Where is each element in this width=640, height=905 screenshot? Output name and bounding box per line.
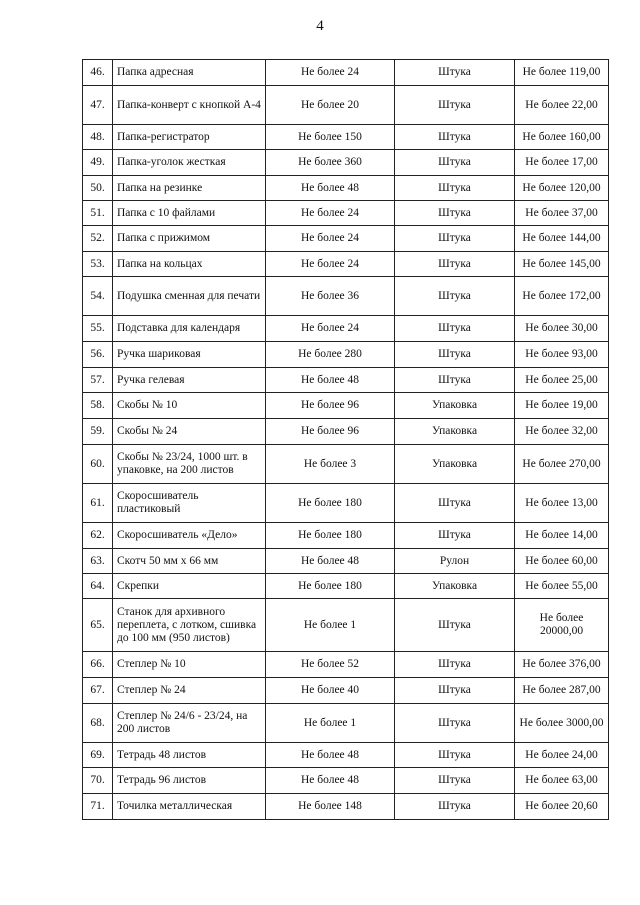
cell-qty: Не более 150 xyxy=(266,125,395,150)
cell-price: Не более 376,00 xyxy=(515,652,609,678)
cell-unit: Штука xyxy=(395,277,515,316)
cell-price: Не более 32,00 xyxy=(515,419,609,445)
cell-price: Не более 24,00 xyxy=(515,743,609,768)
cell-name: Ручка шариковая xyxy=(113,342,266,368)
cell-qty: Не более 3 xyxy=(266,445,395,484)
cell-num: 65. xyxy=(83,599,113,652)
cell-qty: Не более 24 xyxy=(266,60,395,86)
cell-num: 53. xyxy=(83,252,113,277)
cell-qty: Не более 20 xyxy=(266,86,395,125)
page-number: 4 xyxy=(316,18,324,34)
cell-unit: Штука xyxy=(395,201,515,226)
cell-num: 60. xyxy=(83,445,113,484)
table-row xyxy=(83,574,609,599)
cell-num: 69. xyxy=(83,743,113,768)
cell-name: Папка на резинке xyxy=(113,176,266,201)
cell-name: Подставка для календаря xyxy=(113,316,266,342)
cell-price: Не более 120,00 xyxy=(515,176,609,201)
cell-num: 51. xyxy=(83,201,113,226)
cell-name: Подушка сменная для печати xyxy=(113,277,266,316)
cell-price: Не более 20000,00 xyxy=(515,599,609,652)
cell-num: 66. xyxy=(83,652,113,678)
table-row xyxy=(83,484,609,523)
cell-qty: Не более 360 xyxy=(266,150,395,176)
cell-qty: Не более 48 xyxy=(266,368,395,393)
table-row xyxy=(83,794,609,820)
cell-num: 48. xyxy=(83,125,113,150)
table-row xyxy=(83,60,609,86)
cell-price: Не более 93,00 xyxy=(515,342,609,368)
cell-qty: Не более 40 xyxy=(266,678,395,704)
cell-name: Папка с 10 файлами xyxy=(113,201,266,226)
cell-price: Не более 14,00 xyxy=(515,523,609,549)
cell-name: Ручка гелевая xyxy=(113,368,266,393)
cell-qty: Не более 52 xyxy=(266,652,395,678)
table-row xyxy=(83,316,609,342)
cell-qty: Не более 96 xyxy=(266,393,395,419)
cell-num: 61. xyxy=(83,484,113,523)
table-row xyxy=(83,704,609,743)
cell-name: Скотч 50 мм х 66 мм xyxy=(113,549,266,574)
cell-price: Не более 172,00 xyxy=(515,277,609,316)
table-row xyxy=(83,549,609,574)
cell-num: 58. xyxy=(83,393,113,419)
cell-name: Скобы № 10 xyxy=(113,393,266,419)
cell-unit: Штука xyxy=(395,316,515,342)
cell-price: Не более 63,00 xyxy=(515,768,609,794)
cell-name: Папка-конверт с кнопкой А-4 xyxy=(113,86,266,125)
cell-num: 70. xyxy=(83,768,113,794)
cell-num: 63. xyxy=(83,549,113,574)
table-row xyxy=(83,743,609,768)
cell-name: Папка на кольцах xyxy=(113,252,266,277)
cell-unit: Штука xyxy=(395,176,515,201)
cell-qty: Не более 180 xyxy=(266,574,395,599)
cell-name: Степлер № 24 xyxy=(113,678,266,704)
cell-name: Степлер № 24/6 - 23/24, на 200 листов xyxy=(113,704,266,743)
cell-name: Скобы № 23/24, 1000 шт. в упаковке, на 200 листов xyxy=(113,445,266,484)
cell-qty: Не более 24 xyxy=(266,316,395,342)
cell-num: 59. xyxy=(83,419,113,445)
cell-price: Не более 287,00 xyxy=(515,678,609,704)
cell-name: Тетрадь 96 листов xyxy=(113,768,266,794)
cell-qty: Не более 148 xyxy=(266,794,395,820)
table-row xyxy=(83,445,609,484)
cell-unit: Рулон xyxy=(395,549,515,574)
cell-price: Не более 13,00 xyxy=(515,484,609,523)
cell-unit: Штука xyxy=(395,523,515,549)
cell-num: 54. xyxy=(83,277,113,316)
cell-unit: Упаковка xyxy=(395,393,515,419)
cell-num: 46. xyxy=(83,60,113,86)
cell-price: Не более 160,00 xyxy=(515,125,609,150)
cell-unit: Штука xyxy=(395,368,515,393)
cell-price: Не более 37,00 xyxy=(515,201,609,226)
cell-num: 50. xyxy=(83,176,113,201)
cell-price: Не более 30,00 xyxy=(515,316,609,342)
cell-name: Скоросшиватель пластиковый xyxy=(113,484,266,523)
cell-qty: Не более 36 xyxy=(266,277,395,316)
cell-unit: Штука xyxy=(395,484,515,523)
cell-qty: Не более 1 xyxy=(266,599,395,652)
cell-qty: Не более 1 xyxy=(266,704,395,743)
cell-num: 62. xyxy=(83,523,113,549)
cell-unit: Штука xyxy=(395,226,515,252)
cell-qty: Не более 280 xyxy=(266,342,395,368)
cell-name: Точилка металлическая xyxy=(113,794,266,820)
cell-num: 71. xyxy=(83,794,113,820)
table-row xyxy=(83,419,609,445)
cell-name: Папка-уголок жесткая xyxy=(113,150,266,176)
cell-num: 49. xyxy=(83,150,113,176)
cell-price: Не более 17,00 xyxy=(515,150,609,176)
table-row xyxy=(83,125,609,150)
cell-qty: Не более 48 xyxy=(266,768,395,794)
cell-name: Папка с прижимом xyxy=(113,226,266,252)
cell-num: 68. xyxy=(83,704,113,743)
cell-price: Не более 60,00 xyxy=(515,549,609,574)
cell-name: Скобы № 24 xyxy=(113,419,266,445)
cell-name: Папка адресная xyxy=(113,60,266,86)
table-row xyxy=(83,393,609,419)
table-row xyxy=(83,523,609,549)
cell-price: Не более 20,60 xyxy=(515,794,609,820)
cell-unit: Штука xyxy=(395,704,515,743)
cell-num: 55. xyxy=(83,316,113,342)
cell-qty: Не более 180 xyxy=(266,484,395,523)
cell-unit: Штука xyxy=(395,86,515,125)
cell-price: Не более 119,00 xyxy=(515,60,609,86)
cell-qty: Не более 48 xyxy=(266,743,395,768)
table-row xyxy=(83,252,609,277)
cell-unit: Штука xyxy=(395,60,515,86)
cell-price: Не более 19,00 xyxy=(515,393,609,419)
cell-price: Не более 25,00 xyxy=(515,368,609,393)
cell-num: 52. xyxy=(83,226,113,252)
cell-name: Скрепки xyxy=(113,574,266,599)
cell-price: Не более 55,00 xyxy=(515,574,609,599)
cell-num: 57. xyxy=(83,368,113,393)
cell-num: 67. xyxy=(83,678,113,704)
table-row xyxy=(83,678,609,704)
cell-num: 56. xyxy=(83,342,113,368)
cell-unit: Штука xyxy=(395,150,515,176)
cell-unit: Упаковка xyxy=(395,419,515,445)
table-row xyxy=(83,277,609,316)
table-row xyxy=(83,599,609,652)
cell-unit: Штука xyxy=(395,652,515,678)
table-row xyxy=(83,368,609,393)
cell-name: Степлер № 10 xyxy=(113,652,266,678)
cell-name: Станок для архивного переплета, с лотком, сшивка до 100 мм (950 листов) xyxy=(113,599,266,652)
cell-price: Не более 145,00 xyxy=(515,252,609,277)
cell-qty: Не более 180 xyxy=(266,523,395,549)
cell-unit: Штука xyxy=(395,252,515,277)
table-row xyxy=(83,86,609,125)
cell-name: Папка-регистратор xyxy=(113,125,266,150)
cell-qty: Не более 96 xyxy=(266,419,395,445)
cell-unit: Штука xyxy=(395,743,515,768)
table-row xyxy=(83,201,609,226)
cell-num: 47. xyxy=(83,86,113,125)
cell-unit: Штука xyxy=(395,768,515,794)
table-row xyxy=(83,342,609,368)
cell-unit: Штука xyxy=(395,678,515,704)
cell-qty: Не более 48 xyxy=(266,549,395,574)
cell-price: Не более 22,00 xyxy=(515,86,609,125)
cell-name: Тетрадь 48 листов xyxy=(113,743,266,768)
cell-price: Не более 3000,00 xyxy=(515,704,609,743)
table-row xyxy=(83,768,609,794)
cell-unit: Штука xyxy=(395,342,515,368)
cell-name: Скоросшиватель «Дело» xyxy=(113,523,266,549)
cell-unit: Упаковка xyxy=(395,574,515,599)
cell-price: Не более 144,00 xyxy=(515,226,609,252)
cell-qty: Не более 24 xyxy=(266,201,395,226)
cell-unit: Штука xyxy=(395,794,515,820)
cell-unit: Штука xyxy=(395,599,515,652)
cell-unit: Упаковка xyxy=(395,445,515,484)
cell-qty: Не более 48 xyxy=(266,176,395,201)
cell-unit: Штука xyxy=(395,125,515,150)
table-row xyxy=(83,176,609,201)
supplies-table xyxy=(82,59,609,820)
cell-price: Не более 270,00 xyxy=(515,445,609,484)
cell-qty: Не более 24 xyxy=(266,252,395,277)
table-row xyxy=(83,150,609,176)
cell-num: 64. xyxy=(83,574,113,599)
table-row xyxy=(83,226,609,252)
cell-qty: Не более 24 xyxy=(266,226,395,252)
table-row xyxy=(83,652,609,678)
